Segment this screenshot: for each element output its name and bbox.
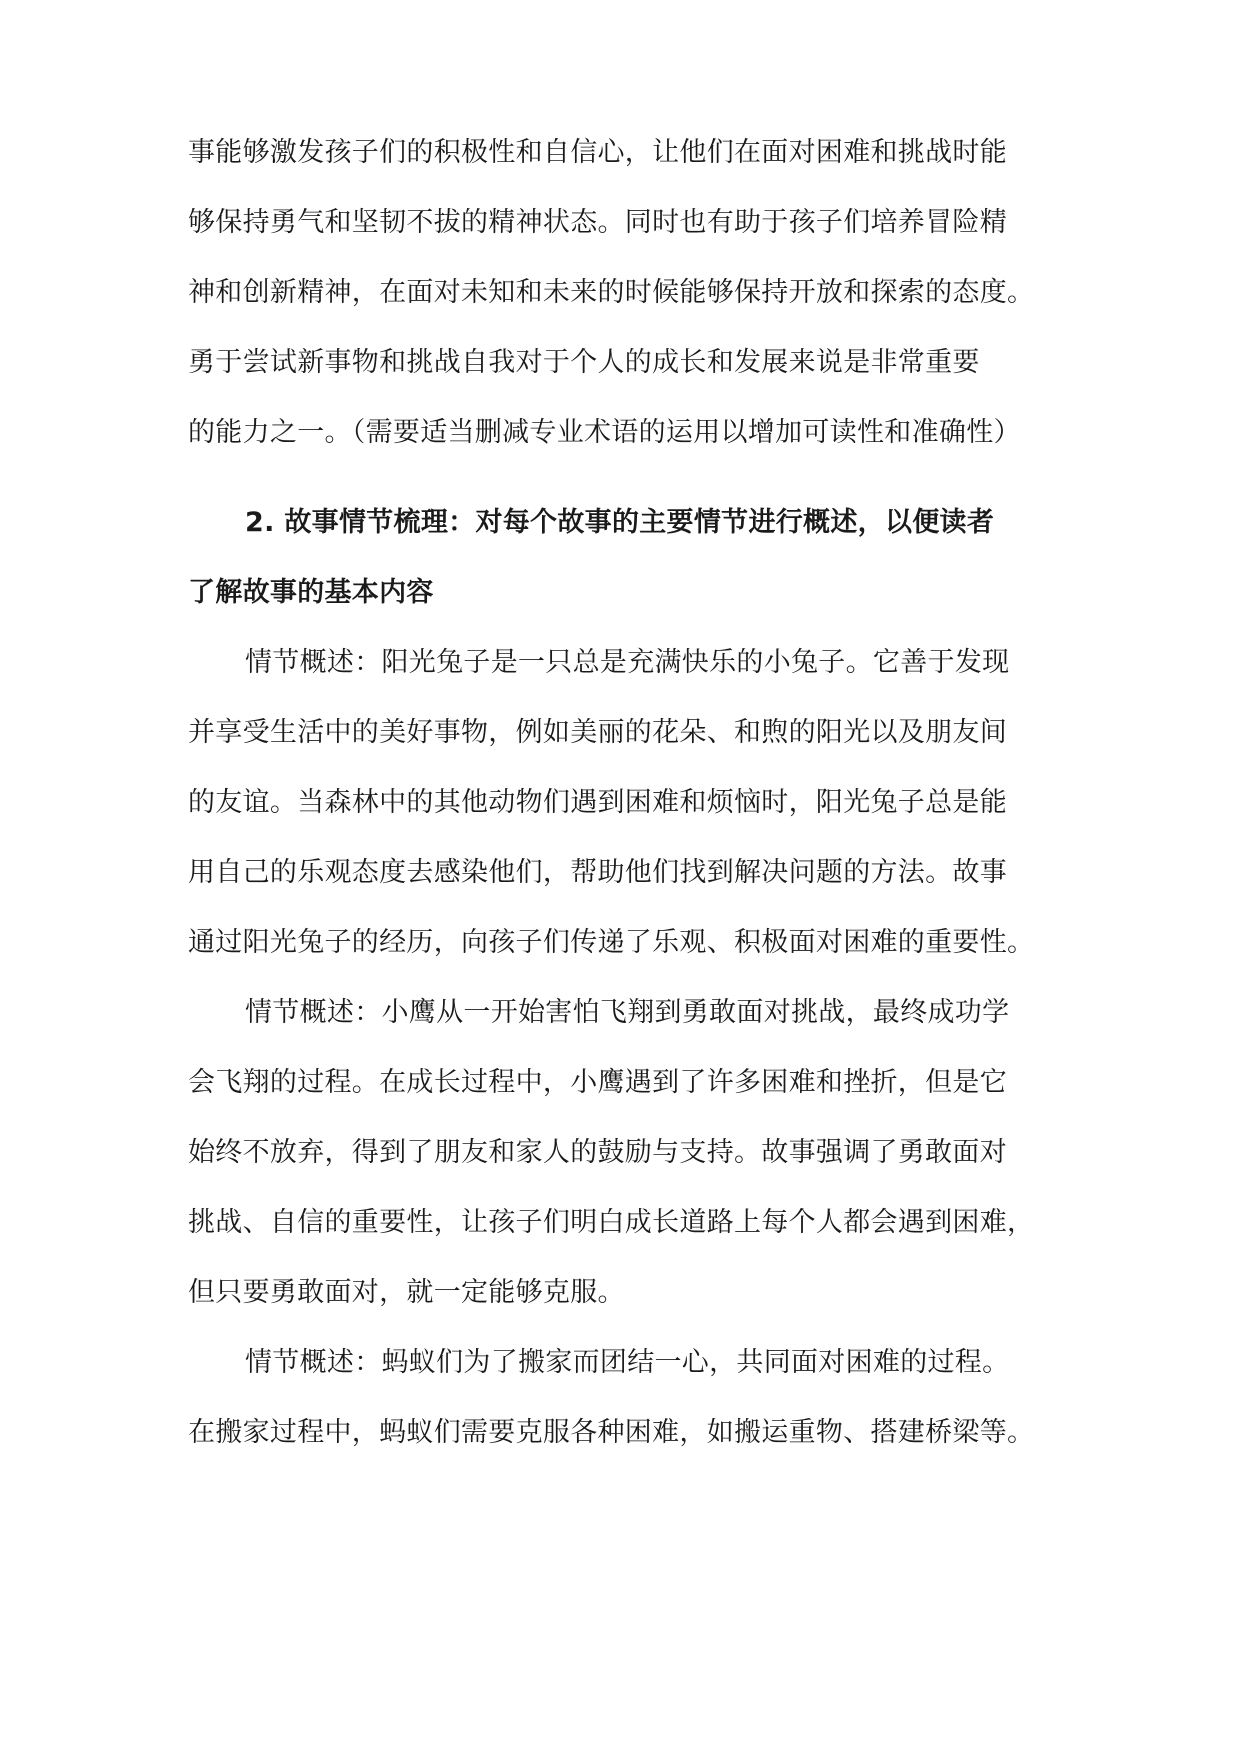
text-line: 的友谊。当森林中的其他动物们遇到困难和烦恼时，阳光兔子总是能: [188, 787, 1007, 818]
text-line: 的能力之一。（需要适当删减专业术语的运用以增加可读性和准确性）: [188, 417, 1021, 448]
text-line: 用自己的乐观态度去感染他们，帮助他们找到解决问题的方法。故事: [188, 857, 1007, 888]
text-line: 勇于尝试新事物和挑战自我对于个人的成长和发展来说是非常重要: [188, 347, 980, 378]
text-line: 够保持勇气和坚韧不拔的精神状态。同时也有助于孩子们培养冒险精: [188, 207, 1007, 238]
text-line: 情节概述：小鹰从一开始害怕飞翔到勇敢面对挑战，最终成功学: [245, 997, 1010, 1028]
heading-line: 2. 故事情节梳理：对每个故事的主要情节进行概述，以便读者: [245, 507, 995, 538]
text-line: 通过阳光兔子的经历，向孩子们传递了乐观、积极面对困难的重要性。: [188, 927, 1035, 958]
text-line: 神和创新精神，在面对未知和未来的时候能够保持开放和探索的态度。: [188, 277, 1035, 308]
text-line: 并享受生活中的美好事物，例如美丽的花朵、和煦的阳光以及朋友间: [188, 717, 1007, 748]
text-line: 情节概述：蚂蚁们为了搬家而团结一心，共同面对困难的过程。: [245, 1347, 1010, 1378]
text-line: 会飞翔的过程。在成长过程中，小鹰遇到了许多困难和挫折，但是它: [188, 1067, 1007, 1098]
heading-line: 了解故事的基本内容: [188, 577, 434, 608]
text-line: 情节概述：阳光兔子是一只总是充满快乐的小兔子。它善于发现: [245, 647, 1010, 678]
text-line: 挑战、自信的重要性，让孩子们明白成长道路上每个人都会遇到困难，: [188, 1207, 1035, 1238]
text-line: 始终不放弃，得到了朋友和家人的鼓励与支持。故事强调了勇敢面对: [188, 1137, 1007, 1168]
text-line: 在搬家过程中，蚂蚁们需要克服各种困难，如搬运重物、搭建桥梁等。: [188, 1417, 1035, 1448]
text-line: 但只要勇敢面对，就一定能够克服。: [188, 1277, 625, 1308]
text-line: 事能够激发孩子们的积极性和自信心，让他们在面对困难和挑战时能: [188, 137, 1007, 168]
